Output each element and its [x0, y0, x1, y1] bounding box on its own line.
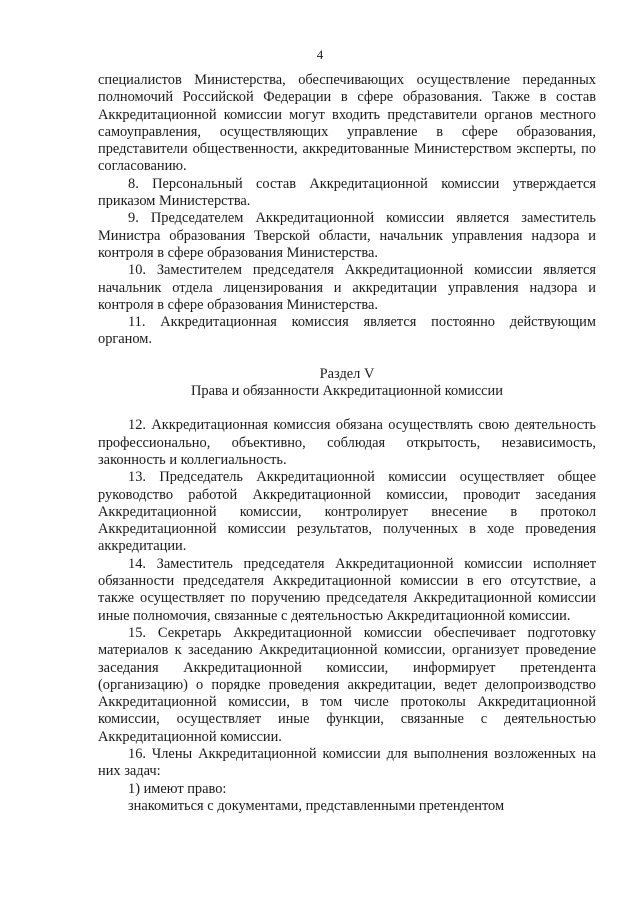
paragraph: 1) имеют право:	[128, 780, 227, 797]
section-subtitle: Права и обязанности Аккредитационной комиссии	[191, 383, 503, 400]
document-body	[98, 72, 596, 815]
paragraph: 12. Аккредитационная комиссия обязана осуществлять свою деятельность профессионально, объективно, соблюдая открытость, независимость, законность и коллегиальность.	[98, 417, 596, 468]
paragraph: 16. Члены Аккредитационной комиссии для выполнения возложенных на них задач:	[98, 745, 596, 780]
paragraph: специалистов Министерства, обеспечивающих осуществление переданных полномочий Российской Федерации в сфере образования. Также в состав Аккредитационной комиссии могут входить представители органов местного самоуправления, осуществляющих управление в сфере образования, представители общественности, аккредитованные Министерством эксперты, по согласованию.	[98, 72, 596, 175]
paragraph: 14. Заместитель председателя Аккредитационной комиссии исполняет обязанности председателя Аккредитационной комиссии в его отсутствие, а также осуществляет по поручению председателя Аккредитационной комиссии иные полномочия, связанные с деятельностью Аккредитационной комиссии.	[98, 555, 596, 624]
section-title: Раздел V	[319, 365, 375, 382]
paragraphs-after	[98, 417, 596, 815]
page-number: 4	[316, 47, 324, 62]
paragraph: 8. Персональный состав Аккредитационной комиссии утверждается приказом Министерства.	[98, 175, 596, 210]
paragraph: 13. Председатель Аккредитационной комиссии осуществляет общее руководство работой Аккредитационной комиссии, проводит заседания Аккредитационной комиссии, контролирует внесение в протокол Аккредитационной комиссии результатов, полученных в ходе проведения аккредитации.	[98, 469, 596, 555]
paragraph: знакомиться с документами, представленными претендентом	[128, 797, 505, 814]
paragraphs-before	[98, 72, 596, 349]
paragraph: 11. Аккредитационная комиссия является постоянно действующим органом.	[98, 314, 596, 348]
paragraph: 9. Председателем Аккредитационной комиссии является заместитель Министра образования Тверской области, начальник управления надзора и контроля в сфере образования Министерства.	[98, 210, 596, 261]
paragraph: 10. Заместителем председателя Аккредитационной комиссии является начальник отдела лицензирования и аккредитации управления надзора и контроля в сфере образования Министерства.	[98, 262, 596, 313]
paragraph: 15. Секретарь Аккредитационной комиссии обеспечивает подготовку материалов к заседанию Аккредитационной комиссии, организует проведение заседания Аккредитационной комиссии, информирует претендента (организацию) о порядке проведения аккредитации, ведет делопроизводство Аккредитационной комиссии, в том числе протоколы Аккредитационной комиссии, осуществляет иные функции, связанные с деятельностью Аккредитационной комиссии.	[98, 624, 596, 745]
